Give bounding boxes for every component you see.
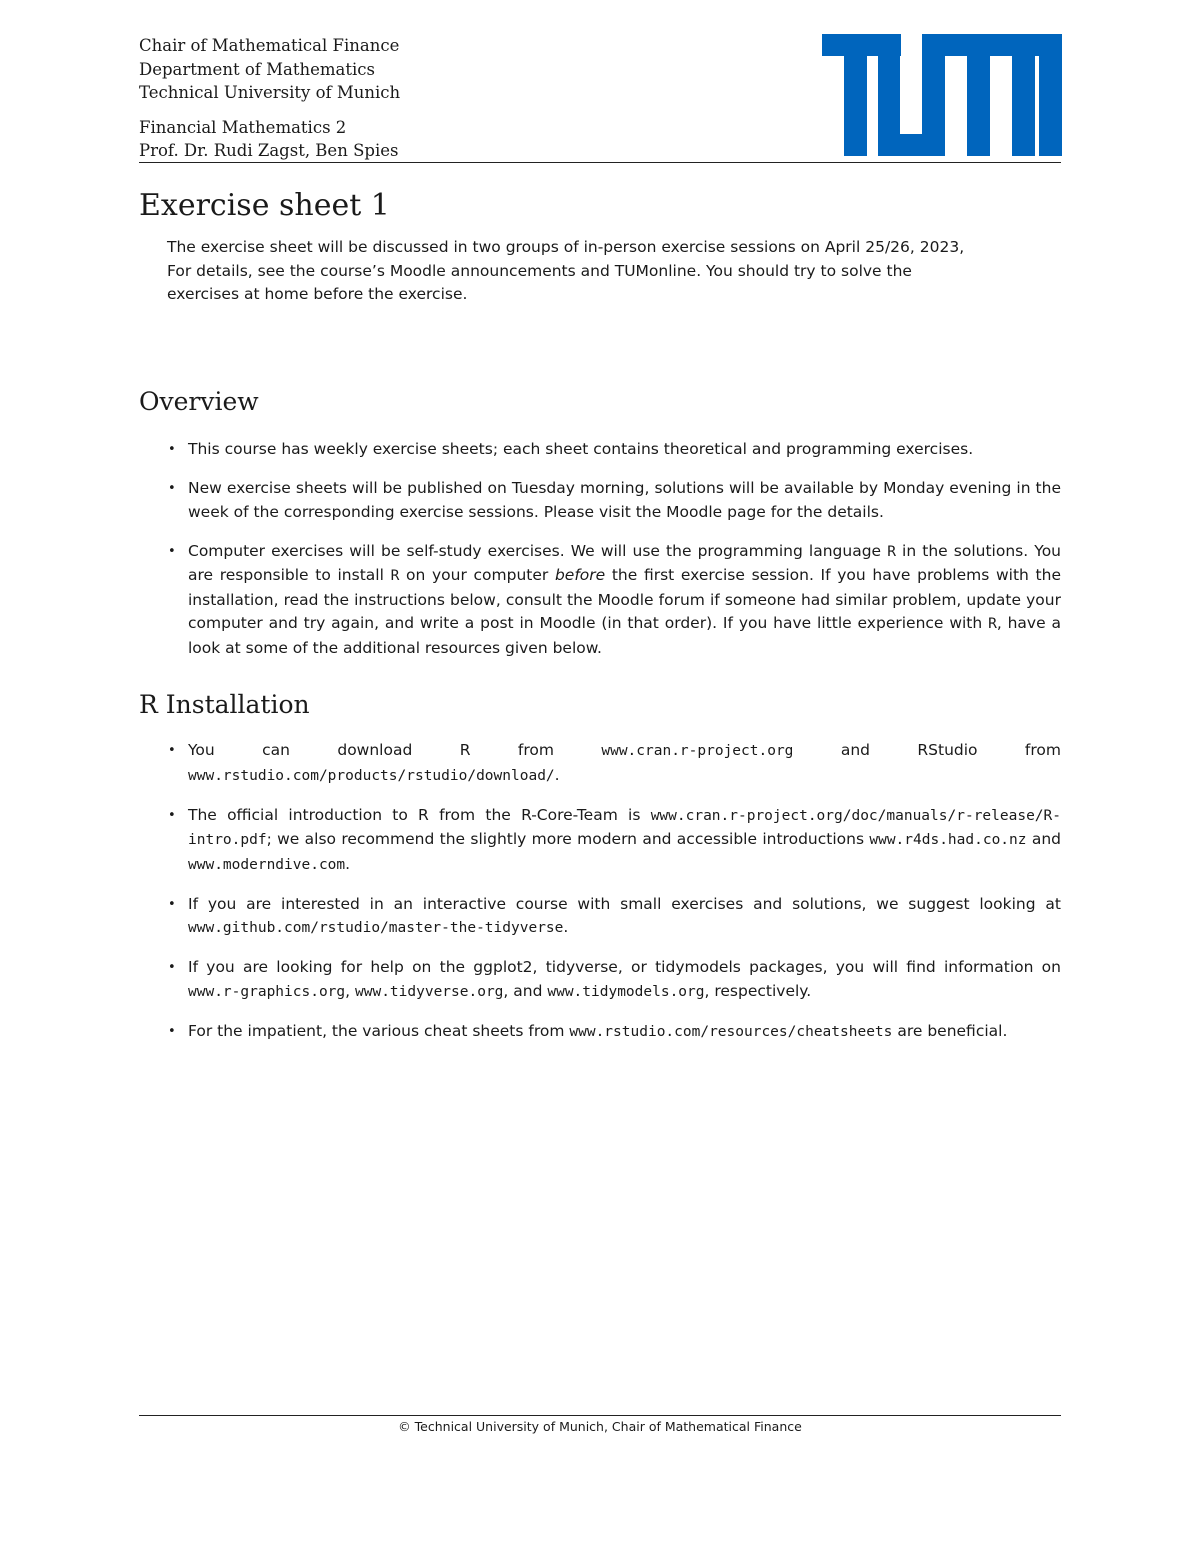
lecturer-names: Prof. Dr. Rudi Zagst, Ben Spies (139, 141, 399, 160)
tidymodels-link[interactable]: www.tidymodels.org (547, 983, 705, 1000)
list-item: • You can download R from www.cran.r-project.org and RStudio from www.rstudio.com/products/rstudio/download/. (168, 741, 1061, 784)
moderndive-link[interactable]: www.moderndive.com (188, 856, 346, 873)
bullet-icon: • (168, 442, 176, 457)
tidyverse-link[interactable]: www.tidyverse.org (355, 983, 504, 1000)
course-name: Financial Mathematics 2 (139, 117, 347, 137)
intro-line: The exercise sheet will be discussed in two groups of in-person exercise sessions on April 25/26, 2023, (167, 238, 965, 256)
bullet-icon: • (168, 543, 176, 559)
university-name: Technical University of Munich (139, 83, 401, 102)
intro-line: exercises at home before the exercise. (167, 285, 468, 303)
rstudio-download-link[interactable]: www.rstudio.com/products/rstudio/download/ (188, 767, 555, 784)
bullet-icon: • (168, 481, 176, 496)
package-name: ggplot2 (473, 958, 533, 976)
overview-list (167, 438, 1061, 676)
tum-logo (822, 34, 1062, 156)
list-item: • If you are looking for help on the ggplot2, tidyverse, or tidymodels packages, you will find information on www.r-graphics.org, www.tidyverse.org, and www.tidymodels.org, respectively. (168, 958, 1061, 1000)
header-affiliation (139, 34, 400, 163)
r-language-name: R (887, 543, 896, 560)
package-name: tidyverse (545, 958, 618, 976)
emphasis: before (554, 566, 606, 584)
list-item: • The official introduction to R from the R-Core-Team is www.cran.r-project.org/doc/manuals/r-release/R-intro.pdf; we also recommend the slightly more modern and accessible introductions www.r4ds.had.co.nz and www.moderndive.com. (168, 805, 1061, 873)
copyright-icon: © (398, 1419, 411, 1434)
intro-line: For details, see the course’s Moodle announcements and TUMonline. You should try to solve the (167, 261, 912, 280)
bullet-icon: • (168, 743, 176, 758)
footer-text: Technical University of Munich, Chair of Mathematical Finance (414, 1419, 802, 1434)
r-graphics-link[interactable]: www.r-graphics.org (188, 983, 346, 1000)
bullet-icon: • (168, 960, 176, 975)
cran-link[interactable]: www.cran.r-project.org (601, 743, 794, 759)
list-item: • If you are interested in an interactive course with small exercises and solutions, we suggest looking at www.github.com/rstudio/master-the-tidyverse. (168, 894, 1061, 936)
installation-heading: R Installation (139, 690, 310, 719)
bullet-icon: • (168, 1023, 176, 1039)
overview-heading: Overview (139, 387, 259, 416)
r-intro-link[interactable]: www.cran.r-project.org/doc/manuals/r-release/R-intro.pdf (188, 807, 1061, 848)
installation-list (167, 739, 1061, 1060)
list-item: • For the impatient, the various cheat sheets from www.rstudio.com/resources/cheatsheets are beneficial. (167, 1020, 1061, 1045)
department-name: Department of Mathematics (139, 59, 375, 79)
chair-name: Chair of Mathematical Finance (139, 36, 400, 55)
intro-paragraph (167, 236, 1047, 307)
footer-divider (139, 1415, 1061, 1416)
list-item: • Computer exercises will be self-study exercises. We will use the programming language R in the solutions. You are responsible to install R on your computer before the first exercise session. If you have problems with the installation, read the instructions below, consult the Moodle forum if someone had similar problem, update your computer and try again, and write a post in Moodle (in that order). If you have little experience with R, have a look at some of the additional resources given below. (168, 541, 1062, 657)
list-item: • New exercise sheets will be published on Tuesday morning, solutions will be available by Monday evening in the week of the corresponding exercise sessions. Please visit the Moodle page for the details. (168, 479, 1061, 521)
cheatsheets-link[interactable]: www.rstudio.com/resources/cheatsheets (569, 1023, 893, 1040)
footer (0, 1418, 1200, 1436)
r-language-name: R (390, 568, 400, 584)
r4ds-link[interactable]: www.r4ds.had.co.nz (869, 832, 1027, 848)
bullet-icon: • (168, 896, 176, 912)
list-item: • This course has weekly exercise sheets; each sheet contains theoretical and programming exercises. (167, 438, 1061, 462)
sheet-title: Exercise sheet 1 (139, 188, 390, 223)
r-language-name: R (988, 616, 997, 632)
package-name: tidymodels (655, 958, 741, 976)
bullet-icon: • (168, 807, 176, 823)
header-divider (139, 162, 1061, 163)
tidyverse-course-link[interactable]: www.github.com/rstudio/master-the-tidyverse (188, 920, 564, 936)
